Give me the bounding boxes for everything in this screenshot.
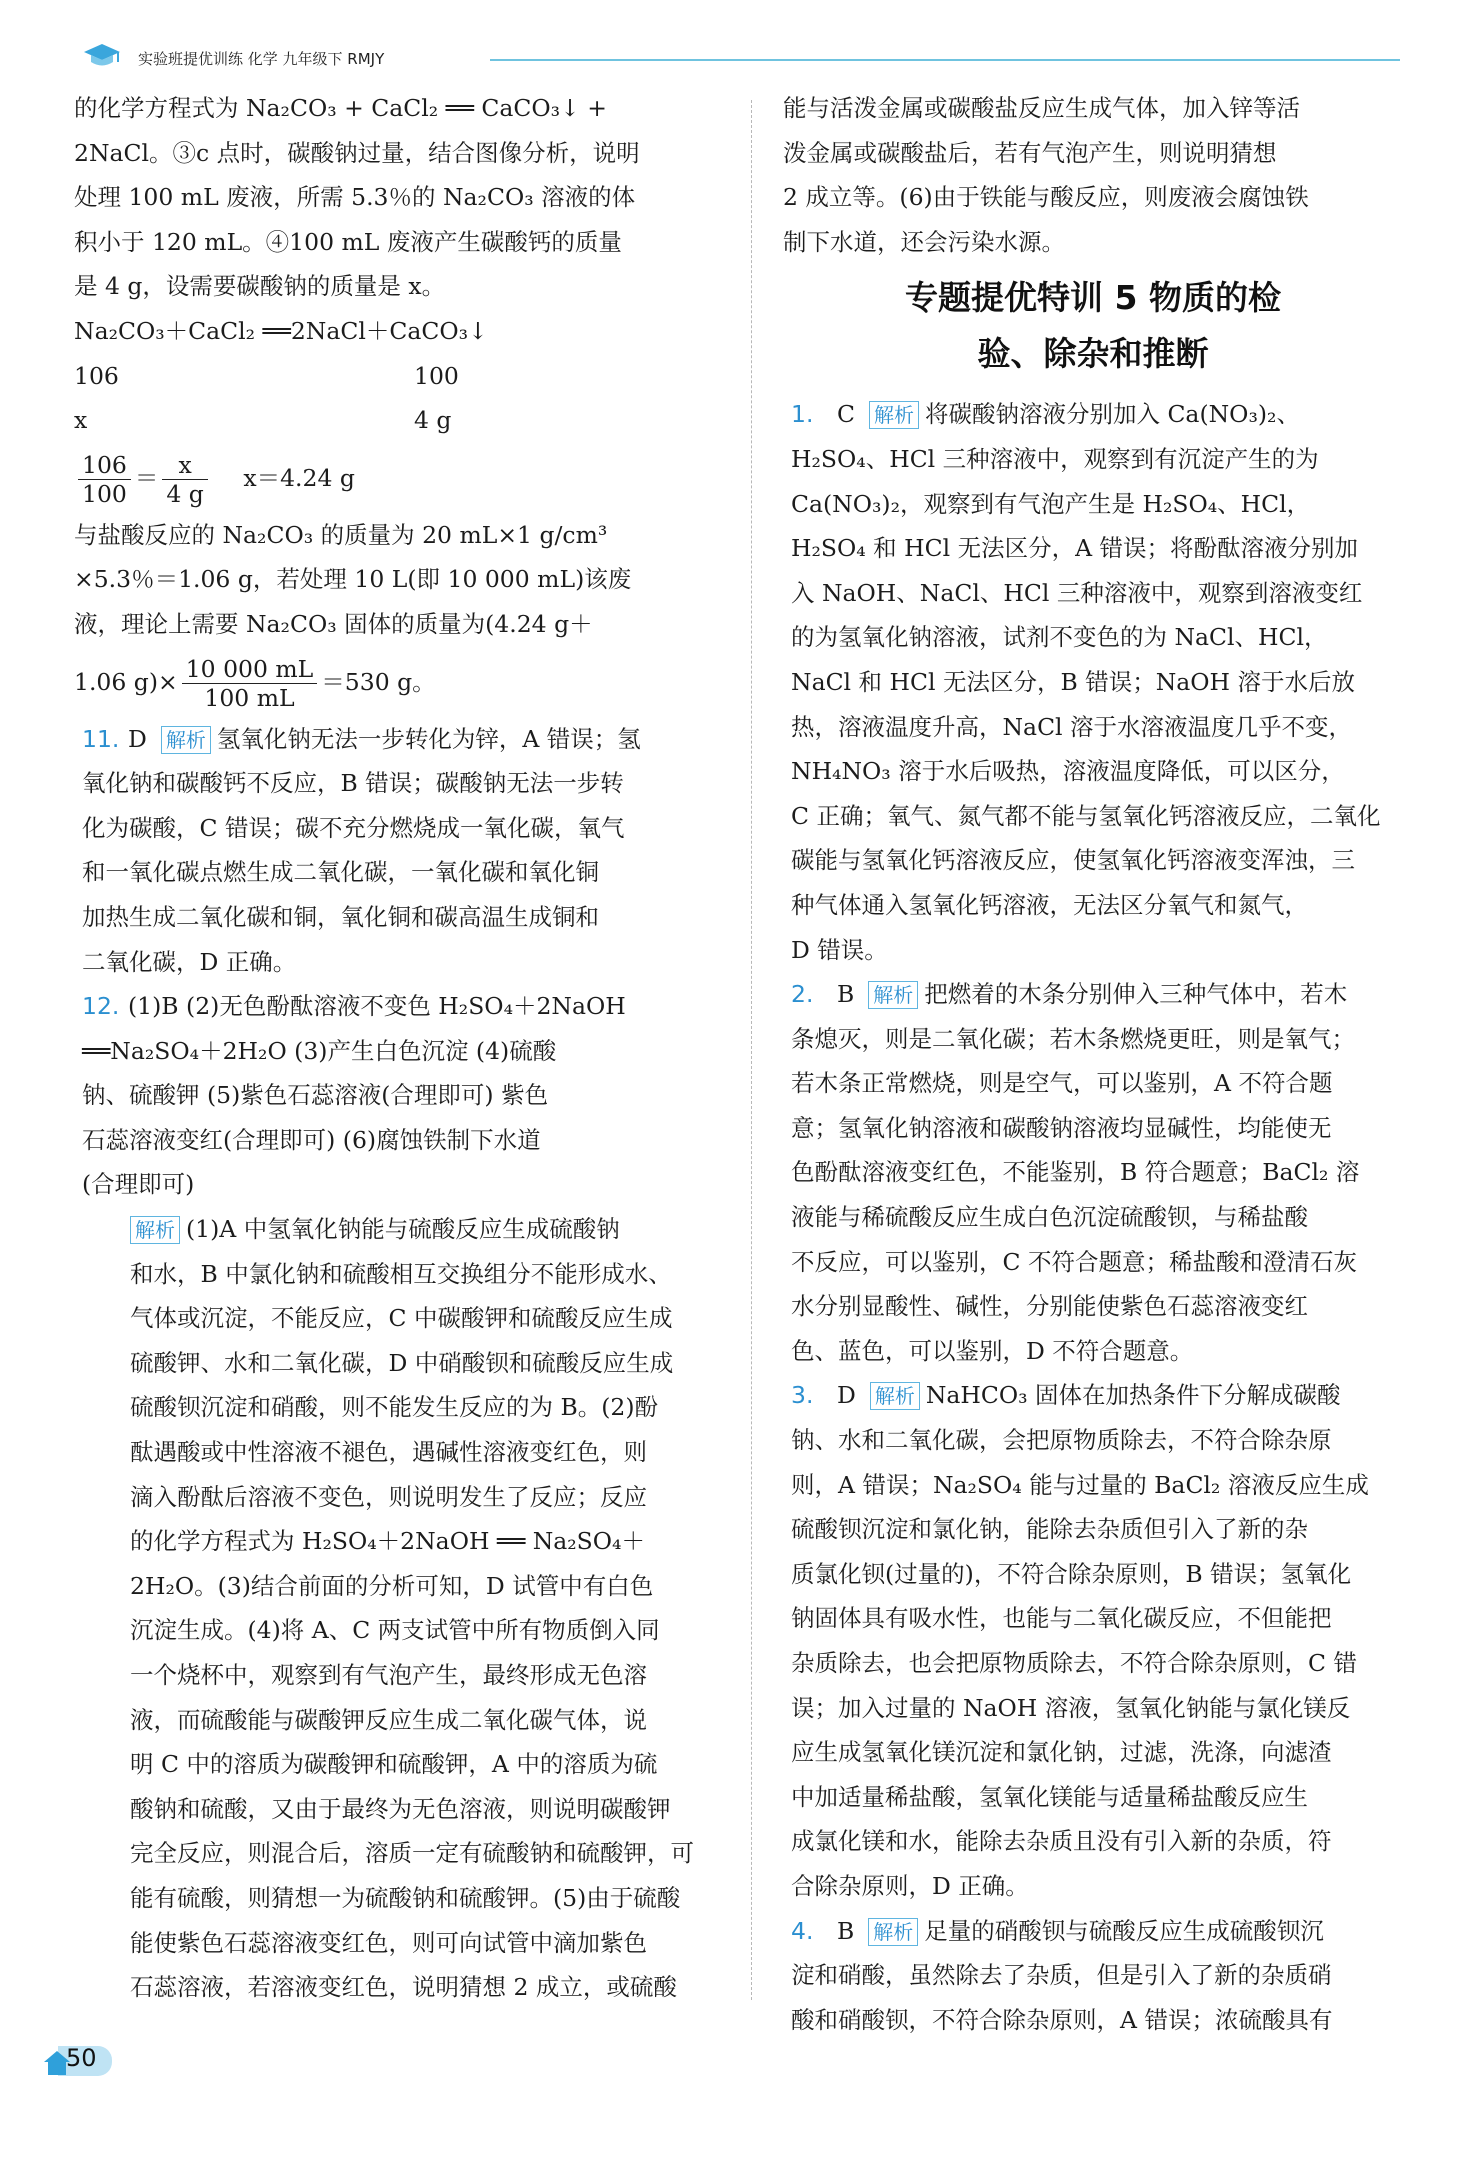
text-line: 和一氧化碳点燃生成二氧化碳，一氧化碳和氧化铜 xyxy=(82,858,599,887)
text-line: 氧化钠和碳酸钙不反应，B 错误；碳酸钠无法一步转 xyxy=(82,769,624,798)
question-4 xyxy=(783,1909,1403,2043)
text-line: 能使紫色石蕊溶液变红色，则可向试管中滴加紫色 xyxy=(130,1928,647,1957)
text-line: H₂SO₄、HCl 三种溶液中，观察到有沉淀产生的为 xyxy=(791,444,1319,473)
question-2 xyxy=(783,972,1403,1373)
text-line: 的化学方程式为 H₂SO₄＋2NaOH ══ Na₂SO₄＋ xyxy=(130,1527,645,1556)
text-line: ══Na₂SO₄＋2H₂O (3)产生白色沉淀 (4)硫酸 xyxy=(82,1036,557,1065)
text-line: (合理即可) xyxy=(82,1170,195,1199)
text-line: 2NaCl。③c 点时，碳酸钠过量，结合图像分析，说明 xyxy=(74,138,640,167)
text-line: 条熄灭，则是二氧化碳；若木条燃烧更旺，则是氧气； xyxy=(791,1024,1355,1053)
text-line: 钠固体具有吸水性，也能与二氧化碳反应，不但能把 xyxy=(791,1604,1332,1633)
numerator: 106 xyxy=(78,451,131,480)
fraction xyxy=(162,451,207,508)
final-post: ＝530 g。 xyxy=(321,667,436,696)
fraction xyxy=(182,655,318,712)
question-11 xyxy=(74,717,730,985)
text-line: 种气体通入氢氧化钙溶液，无法区分氧气和氮气， xyxy=(791,890,1308,919)
text-line: C 正确；氧气、氮气都不能与氢氧化钙溶液反应，二氧化 xyxy=(791,801,1381,830)
text-line: 热，溶液温度升高，NaCl 溶于水溶液温度几乎不变， xyxy=(791,712,1353,741)
analysis-tag: 解析 xyxy=(868,981,918,1009)
text-line: 液能与稀硫酸反应生成白色沉淀硫酸钡，与稀盐酸 xyxy=(791,1203,1308,1232)
calc-row xyxy=(74,354,730,399)
answer: B xyxy=(837,1916,855,1945)
text-line: 钠、水和二氧化碳，会把原物质除去，不符合除杂原 xyxy=(791,1426,1332,1455)
text-line: 足量的硝酸钡与硫酸反应生成硫酸钡沉 xyxy=(924,1916,1324,1945)
text-line: 则，A 错误；Na₂SO₄ 能与过量的 BaCl₂ 溶液反应生成 xyxy=(791,1470,1369,1499)
text-line: ×5.3％＝1.06 g，若处理 10 L(即 10 000 mL)该废 xyxy=(74,565,632,594)
text-line: 石蕊溶液变红(合理即可) (6)腐蚀铁制下水道 xyxy=(82,1125,541,1154)
answer: D xyxy=(128,724,147,753)
question-number: 1. xyxy=(791,400,814,429)
header-rule xyxy=(490,59,1400,61)
text-line: 与盐酸反应的 Na₂CO₃ 的质量为 20 mL×1 g/cm³ xyxy=(74,520,608,549)
text-line: 完全反应，则混合后，溶质一定有硫酸钠和硫酸钾，可 xyxy=(130,1839,694,1868)
fraction xyxy=(78,451,131,508)
text-line: 和水，B 中氯化钠和硫酸相互交换组分不能形成水、 xyxy=(130,1259,672,1288)
text-line: 滴入酚酞后溶液不变色，则说明发生了反应；反应 xyxy=(130,1482,647,1511)
calc-cell: 4 g xyxy=(414,406,452,435)
column-divider xyxy=(751,100,752,2000)
text-line: 若木条正常燃烧，则是空气，可以鉴别，A 不符合题 xyxy=(791,1069,1333,1098)
answer: D xyxy=(837,1381,856,1410)
text-line: 沉淀生成。(4)将 A、C 两支试管中所有物质倒入同 xyxy=(130,1616,660,1645)
text-line: 二氧化碳，D 正确。 xyxy=(82,947,297,976)
text-line: H₂SO₄ 和 HCl 无法区分，A 错误；将酚酞溶液分别加 xyxy=(791,534,1359,563)
text-line: 一个烧杯中，观察到有气泡产生，最终形成无色溶 xyxy=(130,1661,647,1689)
text-line: 液，而硫酸能与碳酸钾反应生成二氧化碳气体，说 xyxy=(130,1705,647,1734)
text-line: 化为碳酸，C 错误；碳不充分燃烧成一氧化碳，氧气 xyxy=(82,813,625,842)
text-line: 入 NaOH、NaCl、HCl 三种溶液中，观察到溶液变红 xyxy=(791,578,1363,607)
denominator: 100 xyxy=(82,479,127,508)
text-line: 能与活泼金属或碳酸盐反应生成气体，加入锌等活 xyxy=(783,94,1300,122)
text-line: NaCl 和 HCl 无法区分，B 错误；NaOH 溶于水后放 xyxy=(791,667,1356,696)
text-line: 处理 100 mL 废液，所需 5.3％的 Na₂CO₃ 溶液的体 xyxy=(74,183,636,212)
answer: C xyxy=(837,400,855,429)
text-line: D 错误。 xyxy=(791,935,888,964)
text-line: 的化学方程式为 Na₂CO₃ + CaCl₂ ══ CaCO₃↓ + xyxy=(74,94,607,122)
analysis-tag: 解析 xyxy=(870,1382,920,1410)
calc-cell: x xyxy=(74,406,88,435)
text-line: 气体或沉淀，不能反应，C 中碳酸钾和硫酸反应生成 xyxy=(130,1304,673,1333)
calculation-block xyxy=(74,309,730,513)
text-line: 制下水道，还会污染水源。 xyxy=(783,227,1065,256)
final-line xyxy=(74,647,730,717)
text-line: 淀和硝酸，虽然除去了杂质，但是引入了新的杂质硝 xyxy=(791,1961,1332,1990)
header-title: 实验班提优训练 化学 九年级下 RMJY xyxy=(138,50,385,68)
text-line: 2 成立等。(6)由于铁能与酸反应，则废液会腐蚀铁 xyxy=(783,183,1309,212)
calc-cell: 106 xyxy=(74,361,119,390)
text-line: 能有硫酸，则猜想一为硫酸钠和硫酸钾。(5)由于硫酸 xyxy=(130,1883,681,1912)
proportion-line: $\frac{106}{100}$ ＝ $\frac{x}{4 g}$ x＝4.24 g xyxy=(74,443,730,513)
text-line: 水分别显酸性、碱性，分别能使紫色石蕊溶液变红 xyxy=(791,1292,1308,1321)
left-column xyxy=(74,86,730,2010)
question-number: 4. xyxy=(791,1916,814,1945)
question-number: 2. xyxy=(791,980,814,1009)
text-line: 酸和硝酸钡，不符合除杂原则，A 错误；浓硫酸具有 xyxy=(791,2005,1333,2034)
page-number: 50 xyxy=(66,2044,97,2072)
text-line: 把燃着的木条分别伸入三种气体中，若木 xyxy=(924,980,1348,1009)
text-line: 加热生成二氧化碳和铜，氧化铜和碳高温生成铜和 xyxy=(82,902,599,931)
calc-cell: 100 xyxy=(414,361,459,390)
text-line: 色、蓝色，可以鉴别，D 不符合题意。 xyxy=(791,1336,1194,1365)
text-line: 色酚酞溶液变红色，不能鉴别，B 符合题意；BaCl₂ 溶 xyxy=(791,1158,1360,1187)
graduation-cap-icon xyxy=(82,42,122,74)
question-12-analysis xyxy=(74,1207,730,2010)
text-line: 氢氧化钠无法一步转化为锌，A 错误；氢 xyxy=(216,724,641,753)
question-number: 12. xyxy=(82,992,120,1021)
analysis-tag: 解析 xyxy=(161,726,211,754)
text-line: 不反应，可以鉴别，C 不符合题意；稀盐酸和澄清石灰 xyxy=(791,1247,1357,1276)
text-line: 酸钠和硫酸，又由于最终为无色溶液，则说明碳酸钾 xyxy=(130,1794,671,1823)
question-12 xyxy=(74,984,730,1207)
text-line: 硫酸钡沉淀和氯化钠，能除去杂质但引入了新的杂 xyxy=(791,1515,1308,1544)
answer: B xyxy=(837,980,855,1009)
section-title-line: 验、除杂和推断 xyxy=(977,334,1209,374)
text-line: 中加适量稀盐酸，氢氧化镁能与适量稀盐酸反应生 xyxy=(791,1782,1308,1811)
text-line: (1)B (2)无色酚酞溶液不变色 H₂SO₄＋2NaOH xyxy=(128,992,626,1021)
right-column xyxy=(783,86,1403,2042)
text-line: 硫酸钾、水和二氧化碳，D 中硝酸钡和硫酸反应生成 xyxy=(130,1348,674,1377)
text-line: 将碳酸钠溶液分别加入 Ca(NO₃)₂、 xyxy=(924,400,1300,429)
text-line: 质氯化钡(过量的)，不符合除杂原则，B 错误；氢氧化 xyxy=(791,1559,1352,1588)
text-line: 2H₂O。(3)结合前面的分析可知，D 试管中有白色 xyxy=(130,1571,654,1600)
calc-row xyxy=(74,398,730,443)
numerator: x xyxy=(162,451,207,480)
text-line: 酞遇酸或中性溶液不褪色，遇碱性溶液变红色，则 xyxy=(130,1438,647,1467)
text-line: 误；加入过量的 NaOH 溶液，氢氧化钠能与氯化镁反 xyxy=(791,1693,1351,1722)
hcl-calculation xyxy=(74,513,730,717)
chemical-equation: Na₂CO₃＋CaCl₂ ══2NaCl＋CaCO₃↓ xyxy=(74,316,488,345)
page-number-badge xyxy=(42,2040,132,2088)
analysis-tag: 解析 xyxy=(868,1918,918,1946)
text-line: 意；氢氧化钠溶液和碳酸钠溶液均显碱性，均能使无 xyxy=(791,1113,1332,1142)
analysis-tag: 解析 xyxy=(869,401,919,429)
text-line: 液，理论上需要 Na₂CO₃ 固体的质量为(4.24 g＋ xyxy=(74,609,593,638)
analysis-tag: 解析 xyxy=(130,1216,180,1244)
continued-solution xyxy=(74,86,730,309)
page-header xyxy=(70,42,1400,72)
question-number: 11. xyxy=(82,724,120,753)
text-line: 石蕊溶液，若溶液变红色，说明猜想 2 成立，或硫酸 xyxy=(130,1973,677,2002)
result: x＝4.24 g xyxy=(243,463,355,492)
text-line: (1)A 中氢氧化钠能与硫酸反应生成硫酸钠 xyxy=(186,1215,620,1244)
text-line: 积小于 120 mL。④100 mL 废液产生碳酸钙的质量 xyxy=(74,227,622,256)
text-line: 杂质除去，也会把原物质除去，不符合除杂原则，C 错 xyxy=(791,1649,1357,1677)
text-line: 硫酸钡沉淀和硝酸，则不能发生反应的为 B。(2)酚 xyxy=(130,1393,659,1422)
text-line: 泼金属或碳酸盐后，若有气泡产生，则说明猜想 xyxy=(783,138,1277,167)
text-line: 钠、硫酸钾 (5)紫色石蕊溶液(合理即可) 紫色 xyxy=(82,1081,549,1110)
text-line: NaHCO₃ 固体在加热条件下分解成碳酸 xyxy=(925,1381,1341,1410)
text-line: 是 4 g，设需要碳酸钠的质量是 x。 xyxy=(74,272,446,301)
text-line: Ca(NO₃)₂，观察到有气泡产生是 H₂SO₄、HCl， xyxy=(791,489,1311,518)
question-1 xyxy=(783,392,1403,972)
numerator: 10 000 mL xyxy=(182,655,318,684)
question-3 xyxy=(783,1373,1403,1908)
final-pre: 1.06 g)× xyxy=(74,667,178,696)
section-title xyxy=(783,270,1403,382)
text-line: 碳能与氢氧化钙溶液反应，使氢氧化钙溶液变浑浊，三 xyxy=(791,846,1355,875)
text-line: 成氯化镁和水，能除去杂质且没有引入新的杂质，符 xyxy=(791,1827,1332,1856)
text-line: NH₄NO₃ 溶于水后吸热，溶液温度降低，可以区分， xyxy=(791,757,1345,786)
text-line: 的为氢氧化钠溶液，试剂不变色的为 NaCl、HCl， xyxy=(791,623,1328,652)
question-number: 3. xyxy=(791,1381,814,1410)
denominator: 100 mL xyxy=(204,683,295,712)
text-line: 合除杂原则，D 正确。 xyxy=(791,1871,1029,1900)
denominator: 4 g xyxy=(166,479,204,508)
continued-solution xyxy=(783,86,1403,264)
text-line: 明 C 中的溶质为碳酸钾和硫酸钾，A 中的溶质为硫 xyxy=(130,1750,658,1779)
text-line: 应生成氢氧化镁沉淀和氯化钠，过滤，洗涤，向滤渣 xyxy=(791,1738,1332,1767)
section-title-line: 专题提优特训 5 物质的检 xyxy=(905,278,1281,318)
